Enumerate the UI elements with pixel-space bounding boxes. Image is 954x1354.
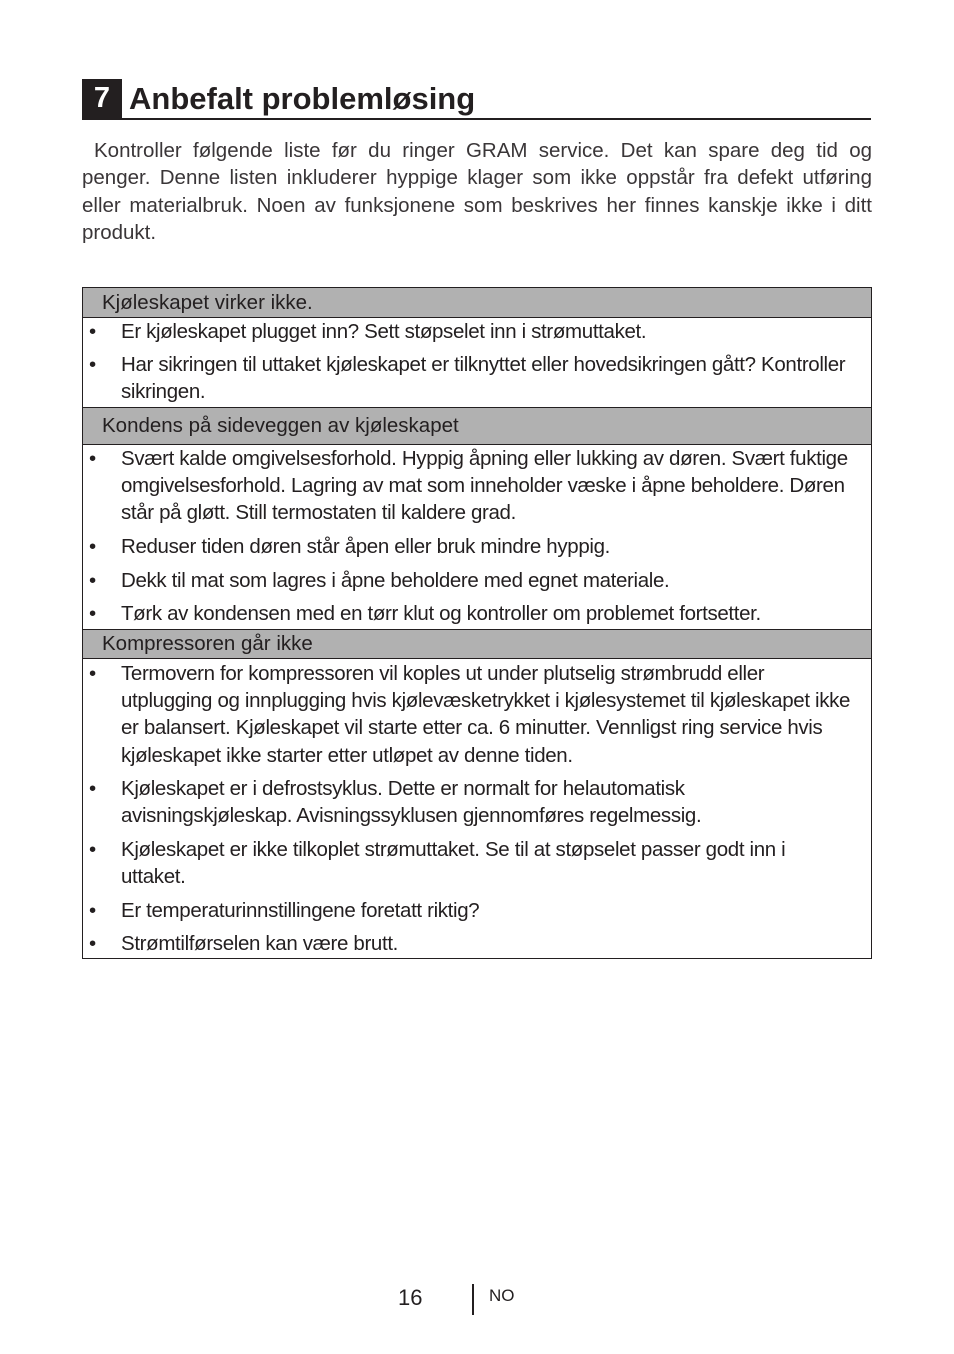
bullet: • bbox=[89, 569, 96, 592]
bullet: • bbox=[89, 447, 96, 470]
bullet: • bbox=[89, 932, 96, 955]
bullet: • bbox=[89, 899, 96, 922]
bullet: • bbox=[89, 838, 96, 861]
page-number: 16 bbox=[398, 1285, 423, 1310]
page-title: Anbefalt problemløsing bbox=[129, 81, 476, 116]
bullet: • bbox=[89, 535, 96, 558]
list-item-text: Har sikringen til uttaket kjøleskapet er tilknyttet eller hovedsikringen gått? Kontroller sikringen. bbox=[121, 353, 846, 404]
bullet: • bbox=[89, 777, 96, 800]
list-item-text: Strømtilførselen kan være brutt. bbox=[121, 932, 399, 955]
list-item-text: Kjøleskapet er ikke tilkoplet strømuttaket. Se til at støpselet passer godt inn i uttaket. bbox=[121, 838, 786, 889]
section-header: Kjøleskapet virker ikke. bbox=[83, 288, 871, 318]
list-item-text: Er temperaturinnstillingene foretatt riktig? bbox=[121, 899, 480, 922]
bullet: • bbox=[89, 602, 96, 625]
list-item-text: Svært kalde omgivelsesforhold. Hyppig åpning eller lukking av døren. Svært fuktige omgivelsesforhold. Lagring av mat som inneholder væske i åpne beholdere. Døren står på gløtt. Still termostaten til kaldere grad. bbox=[121, 447, 848, 525]
list-item-text: Dekk til mat som lagres i åpne beholdere med egnet materiale. bbox=[121, 569, 670, 592]
list-item-text: Reduser tiden døren står åpen eller bruk mindre hyppig. bbox=[121, 535, 610, 558]
list-item-text: Kjøleskapet er i defrostsyklus. Dette er normalt for helautomatisk avisningskjøleskap. Avisningssyklusen gjennomføres regelmessig. bbox=[121, 777, 702, 828]
bullet: • bbox=[89, 353, 96, 376]
section-number: 7 bbox=[82, 79, 122, 118]
footer-divider bbox=[472, 1284, 474, 1315]
list-item-text: Tørk av kondensen med en tørr klut og kontroller om problemet fortsetter. bbox=[121, 602, 761, 625]
intro-paragraph: Kontroller følgende liste før du ringer GRAM service. Det kan spare deg tid og penger. Denne listen inkluderer hyppige klager som ikke oppstår fra defekt utføring eller materialbruk. Noen av funksjonene som beskrives her finnes kanskje ikke i ditt produkt. bbox=[82, 139, 872, 244]
troubleshooting-table bbox=[82, 287, 872, 959]
bullet: • bbox=[89, 320, 96, 343]
section-heading bbox=[82, 79, 871, 120]
bullet: • bbox=[89, 662, 96, 685]
list-item-text: Termovern for kompressoren vil koples ut under plutselig strømbrudd eller utplugging og innplugging hvis kjølevæsketrykket i kjølesystemet til kjøleskapet ikke er balansert. Kjøleskapet vil starte etter ca. 6 minutter. Vennligst ring service hvis kjøleskapet ikke starter etter utløpet av denne tiden. bbox=[121, 662, 851, 767]
list-item-text: Er kjøleskapet plugget inn? Sett støpselet inn i strømuttaket. bbox=[121, 320, 647, 343]
section-header: Kompressoren går ikke bbox=[83, 629, 871, 659]
language-code: NO bbox=[489, 1286, 515, 1305]
section-header: Kondens på sideveggen av kjøleskapet bbox=[83, 407, 871, 445]
